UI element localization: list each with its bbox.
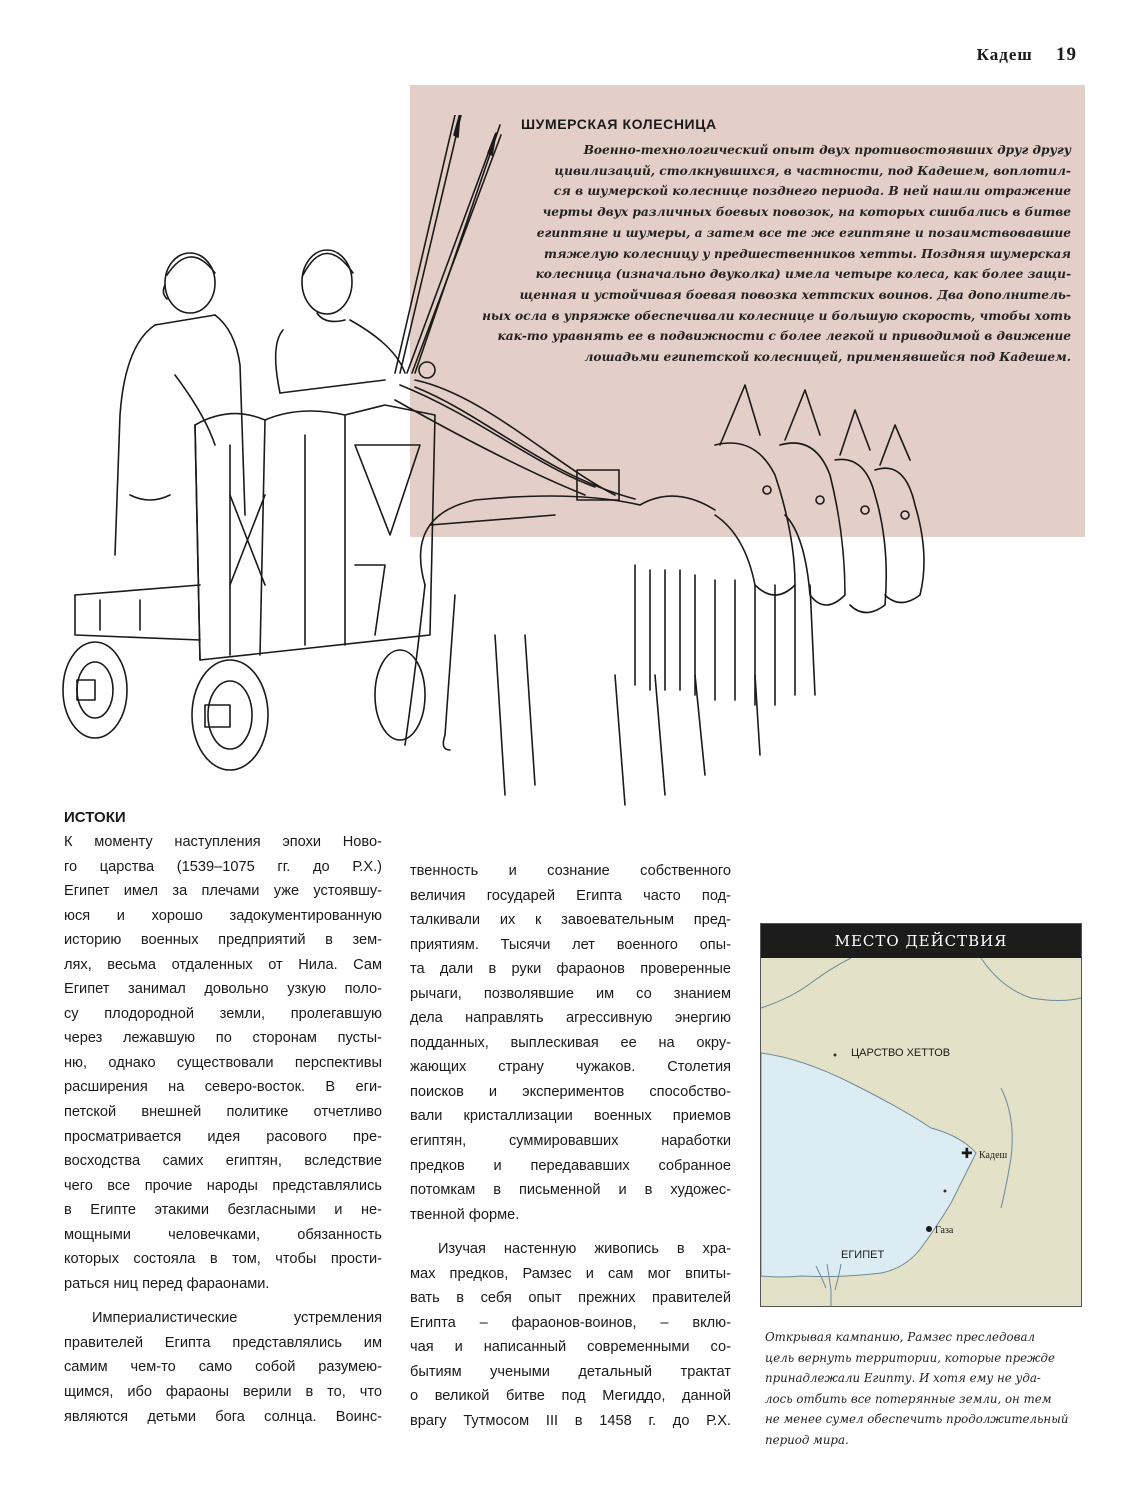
text-line: твенной форме. (410, 1206, 520, 1223)
text-line: являются детьми бога солнца. Воинс- (64, 1408, 382, 1425)
warrior-right-drawing (276, 250, 435, 393)
text-line: лях, весьма отдаленных от Нила. Сам (64, 956, 382, 973)
text-line: петской внешней политике отчетливо (64, 1104, 382, 1121)
section-heading: ИСТОКИ (64, 809, 126, 826)
map-label-hittite: ЦАРСТВО ХЕТТОВ (851, 1047, 951, 1059)
sidebar-line: лошадьми египетской колесницей, применявшейся под Кадешем. (584, 350, 1071, 365)
location-map (760, 923, 1082, 1307)
text-line: та дали в руки фараонов проверенные (410, 961, 731, 978)
page-number: 19 (1056, 44, 1077, 65)
caption-line: лось отбить все потерянные земли, он тем (765, 1391, 1052, 1406)
text-line: чего все прочие народы представлялись (64, 1177, 382, 1194)
body-column-1 (64, 830, 382, 1429)
svg-text:✚: ✚ (961, 1146, 973, 1162)
text-line: рычаги, позволявшие им со знанием (410, 985, 731, 1002)
text-line: ню, однако существовали перспективы (64, 1054, 382, 1071)
text-line: подданных, выплескивая ее на окру- (410, 1034, 731, 1051)
text-line: бытиям учеными детальный трактат (410, 1363, 731, 1380)
text-line: мах предков, Рамзес и сам мог впиты- (410, 1265, 731, 1282)
text-line: через лежавшую по сторонам пусты- (64, 1030, 382, 1047)
sidebar-line: египтяне и шумеры, а затем все те же египтяне и позаимствовавшие (536, 225, 1071, 240)
sidebar-body (476, 140, 1071, 368)
text-line: су плодородной земли, пролегавшую (64, 1005, 382, 1022)
wheels-drawing (63, 642, 425, 770)
text-line: расширения на северо-восток. В еги- (64, 1079, 382, 1096)
text-line: врагу Тутмосом III в 1458 г. до Р.Х. (410, 1413, 731, 1430)
text-line: египтян, суммировавших наработки (410, 1133, 731, 1150)
text-line: о великой битве под Мегиддо, данной (410, 1388, 731, 1405)
text-line: просматривается идея расового пре- (64, 1128, 382, 1145)
warrior-left-drawing (115, 253, 245, 555)
sidebar-line: Военно-технологический опыт двух противостоявших друг другу (583, 143, 1071, 157)
map-header: МЕСТО ДЕЙСТВИЯ (761, 924, 1081, 958)
text-line: Египта – фараонов-воинов, – вклю- (410, 1314, 731, 1331)
map-label-kadesh: Кадеш (979, 1150, 1008, 1161)
text-line: Империалистические устремления (92, 1310, 382, 1327)
text-line: восходства самих египтян, вследствие (64, 1153, 382, 1170)
sidebar-line: ся в шумерской колеснице позднего периода. В ней нашли отражение (553, 184, 1071, 199)
text-line: чая и написанный современными со- (410, 1339, 731, 1356)
text-line: правителей Египта представлялись им (64, 1334, 382, 1351)
chapter-title: Кадеш (976, 45, 1033, 64)
sidebar-line: щенная и устойчивая боевая повозка хеттских воинов. Два дополнитель- (519, 287, 1071, 302)
text-line: твенность и сознание собственного (410, 863, 731, 879)
text-line: в Египте этакими безгласными и не- (64, 1202, 382, 1219)
text-line: раться ниц перед фараонами. (64, 1275, 270, 1292)
text-line: самим чем-то само собой разумею- (64, 1359, 382, 1376)
caption-line: цель вернуть территории, которые прежде (765, 1350, 1055, 1365)
text-line: Египет имел за плечами уже устоявшу- (64, 883, 382, 900)
text-line: предков и передававших собранное (410, 1157, 731, 1174)
text-line: го царства (1539–1075 гг. до Р.Х.) (64, 858, 382, 875)
map-drawing (761, 958, 1081, 1306)
text-line: которых состояла в том, чтобы прости- (64, 1251, 382, 1268)
sidebar-line: тяжелую колесницу у предшественников хетты. Поздняя шумерская (543, 246, 1071, 261)
sidebar-line: ных осла в упряжке обеспечивали колеснице и большую скорость, чтобы хоть (482, 308, 1071, 323)
text-line: историю военных предприятий в зем- (64, 932, 382, 949)
text-line: приятиям. Тысячи лет военного опы- (410, 936, 731, 953)
text-line: жающих страну чужаков. Столетия (410, 1059, 731, 1076)
running-head (977, 44, 1077, 66)
text-line: мощными человечками, обязанность (64, 1226, 382, 1243)
sidebar-title: ШУМЕРСКАЯ КОЛЕСНИЦА (521, 116, 717, 132)
text-line: дела направлять агрессивную энергию (410, 1010, 731, 1027)
sidebar-line: как-то уравнять ее в подвижности с более легкой и приводимой в движение (497, 329, 1071, 344)
text-line: К моменту наступления эпохи Ново- (64, 834, 382, 850)
text-line: вали кристаллизации военных приемов (410, 1108, 731, 1125)
text-line: вать в себя опыт прежних правителей (410, 1290, 731, 1307)
sidebar-line: черты двух различных боевых повозок, на которых сшибались в битве (542, 205, 1071, 220)
body-column-2 (410, 859, 731, 1434)
map-label-egypt: ЕГИПЕТ (841, 1249, 885, 1261)
caption-line: Открывая кампанию, Рамзес преследовал (765, 1330, 1036, 1344)
caption-line: не менее сумел обеспечить продолжительный (765, 1412, 1069, 1427)
text-line: талкивали их к завоевательным пред- (410, 912, 731, 929)
text-line: поисков и экспериментов способство- (410, 1083, 731, 1100)
text-line: потомкам в письменной и в художес- (410, 1182, 731, 1199)
sidebar-line: колесница (изначально двуколка) имела четыре колеса, как более защи- (535, 267, 1071, 282)
caption-line: период мира. (765, 1432, 849, 1447)
map-caption (765, 1327, 1083, 1451)
sidebar-line: цивилизаций, столкнувшихся, в частности, под Кадешем, воплотил- (554, 163, 1071, 178)
text-line: Египет занимал довольно узкую поло- (64, 981, 382, 998)
text-line: величия государей Египта часто под- (410, 887, 731, 904)
caption-line: принадлежали Египту. И хотя ему не уда- (765, 1371, 1041, 1386)
chariot-body-drawing (75, 405, 555, 660)
map-label-gaza: Газа (935, 1225, 954, 1236)
text-line: юся и хорошо задокументированную (64, 907, 382, 924)
text-line: щимся, ибо фараоны верили в то, что (64, 1384, 382, 1401)
text-line: Изучая настенную живопись в хра- (438, 1241, 731, 1258)
